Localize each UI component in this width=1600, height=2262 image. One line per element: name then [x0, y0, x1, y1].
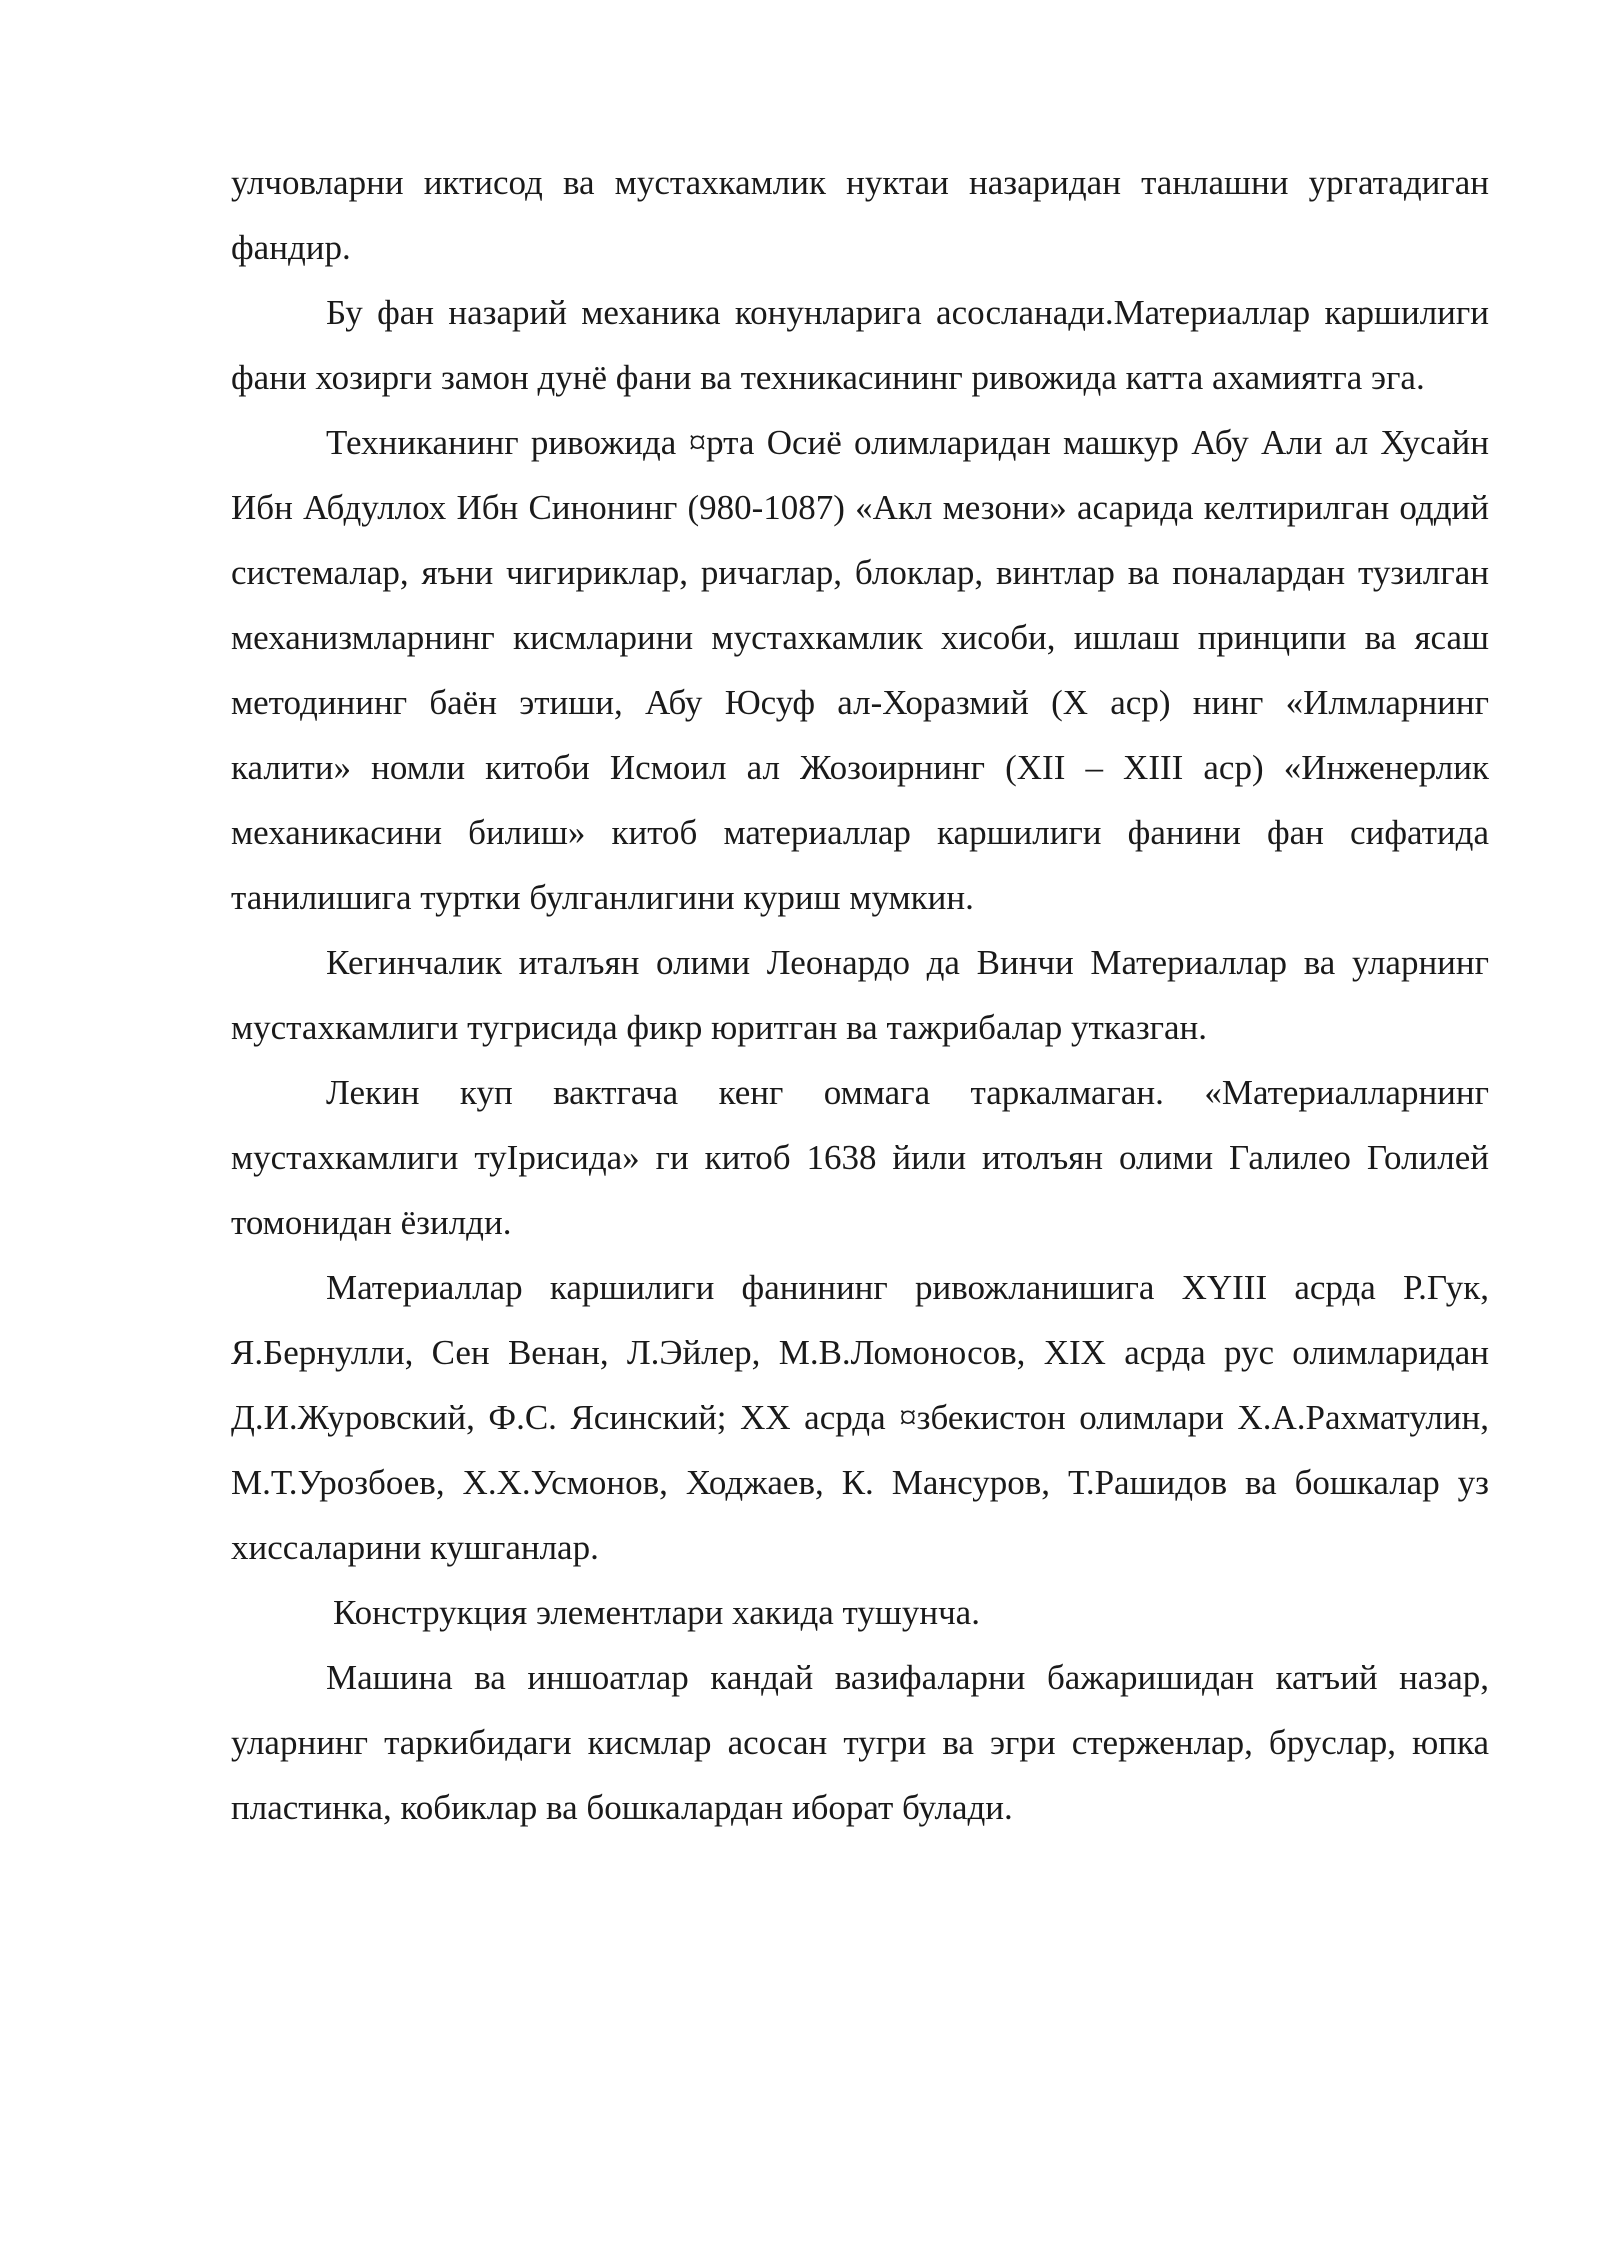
paragraph-galileo: Лекин куп вактгача кенг оммага таркалмаган. «Материалларнинг мустахкамлиги туIрисида» ги китоб 1638 йили итолъян олими Галилео Голилей томонидан ёзилди.	[231, 1073, 1489, 1242]
paragraph-structural-elements: Машина ва иншоатлар кандай вазифаларни бажаришидан катъий назар, уларнинг таркибидаги кисмлар асосан тугри ва эгри стерженлар, бруслар, юпка пластинка, кобиклар ва бошкалардан иборат булади.	[231, 1658, 1489, 1827]
paragraph-central-asian-scholars: Техниканинг ривожида ¤рта Осиё олимларидан машкур Абу Али ал Хусайн Ибн Абдуллох Ибн Синонинг (980-1087) «Акл мезони» асарида келтирилган оддий системалар, яъни чигириклар, ричаглар, блоклар, винтлар ва поналардан тузилган механизмларнинг кисмларини мустахкамлик хисоби, ишлаш принципи ва ясаш методининг баён этиши, Абу Юсуф ал-Хоразмий (Х аср) нинг «Илмларнинг калити» номли китоби Исмоил ал Жозоирнинг (XII – XIII аср) «Инженерлик механикасини билиш» китоб материаллар каршилиги фанини фан сифатида танилишига туртки булганлигини куриш мумкин.	[231, 423, 1489, 917]
paragraph-leonardo: Кегинчалик италъян олими Леонардо да Винчи Материаллар ва уларнинг мустахкамлиги тугрисида фикр юритган ва тажрибалар утказган.	[231, 943, 1489, 1047]
document-body	[231, 150, 1489, 1840]
paragraph-subject-basis: Бу фан назарий механика конунларига асосланади.Материаллар каршилиги фани хозирги замон дунё фани ва техникасининг ривожида катта ахамиятга эга.	[231, 293, 1489, 397]
paragraph-contributors: Материаллар каршилиги фанининг ривожланишига XYIII асрда Р.Гук, Я.Бернулли, Сен Венан, Л.Эйлер, М.В.Ломоносов, XIX асрда рус олимларидан Д.И.Журовский, Ф.С. Ясинский; XX асрда ¤збекистон олимлари Х.А.Рахматулин, М.Т.Урозбоев, Х.Х.Усмонов, Ходжаев, К. Мансуров, Т.Рашидов ва бошкалар уз хиссаларини кушганлар.	[231, 1268, 1489, 1567]
section-heading: Конструкция элементлари хакида тушунча.	[333, 1593, 980, 1632]
paragraph-continuation: улчовларни иктисод ва мустахкамлик нуктаи назаридан танлашни ургатадиган фандир.	[231, 163, 1489, 267]
